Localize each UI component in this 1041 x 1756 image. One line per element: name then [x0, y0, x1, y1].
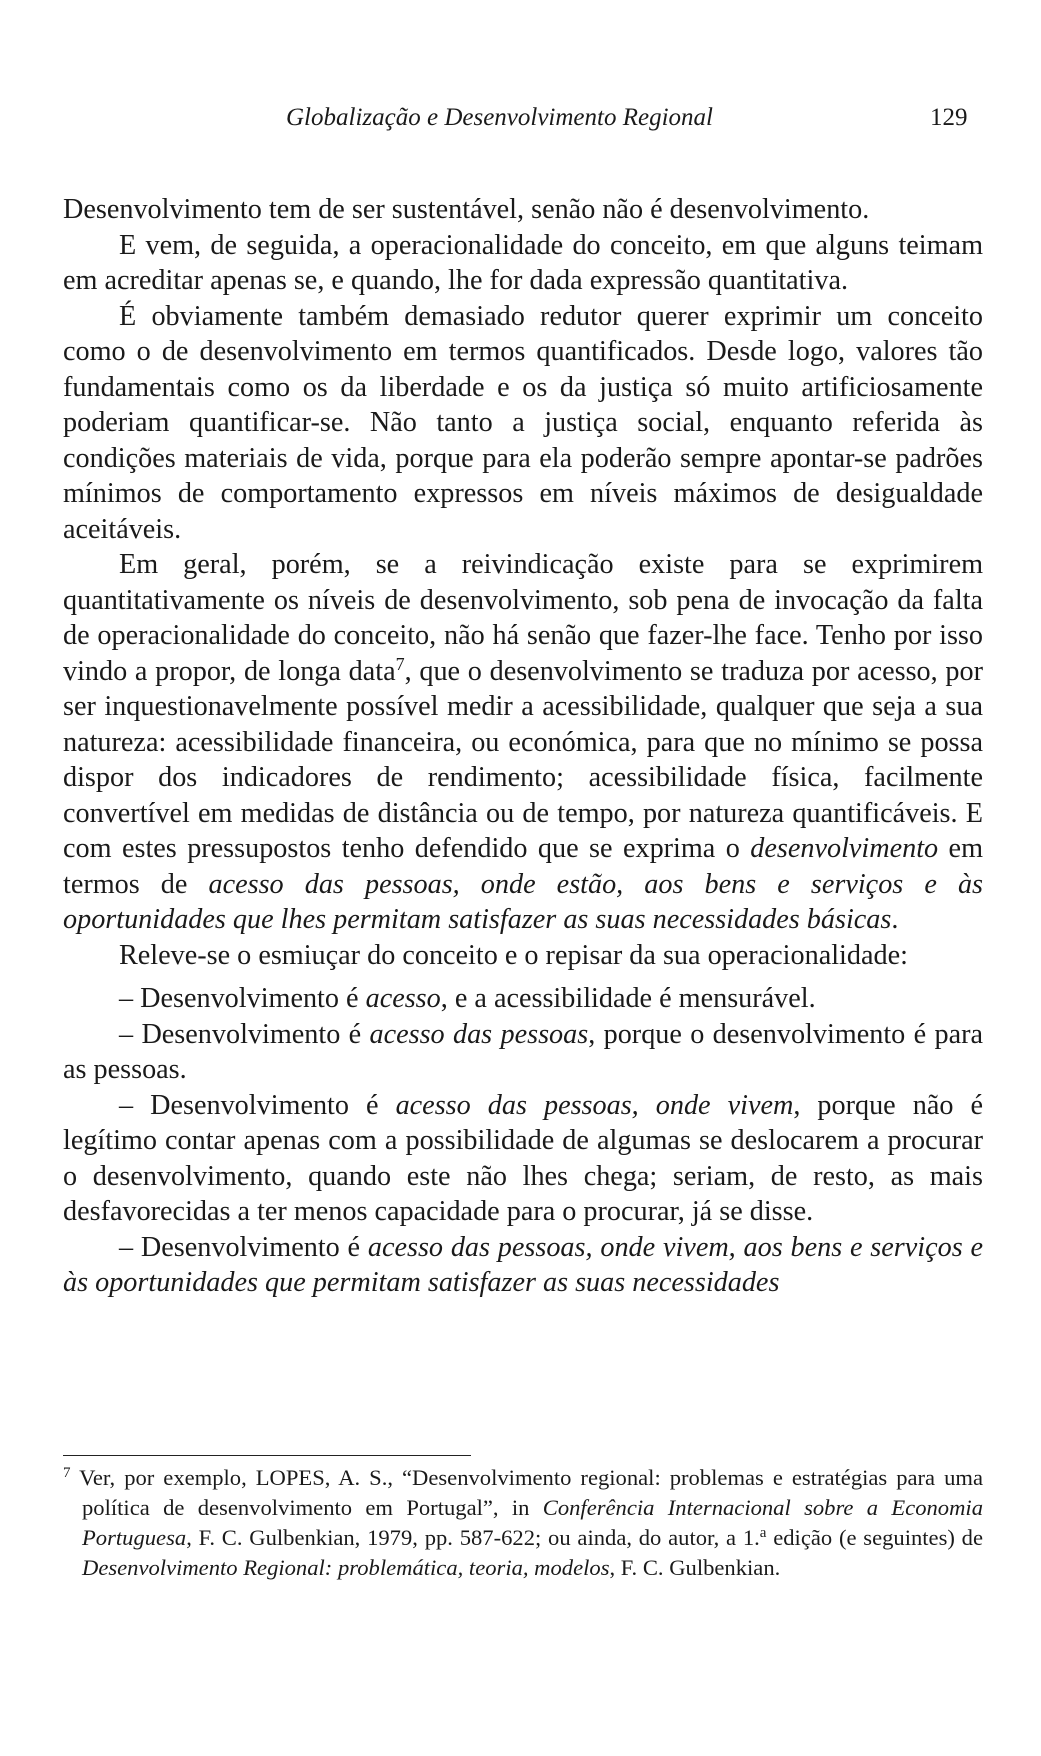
- emphasis: Desenvolvimento Regional: problemática, teoria, modelos: [82, 1555, 610, 1580]
- paragraph: Releve-se o esmiuçar do conceito e o repisar da sua operacionalidade:: [119, 939, 908, 971]
- text-run: , e a acessibilidade é mensurável.: [440, 983, 816, 1014]
- paragraph: E vem, de seguida, a operacionalidade do conceito, em que alguns teimam em acreditar apenas se, e quando, lhe for dada expressão quantitativa.: [63, 229, 983, 296]
- emphasis: desenvolvimento: [750, 833, 939, 864]
- footnote-mark: 7: [63, 1465, 71, 1481]
- emphasis: acesso das pessoas, onde estão, aos bens e serviços e às oportunidades que lhes permitam satisfazer as suas necessidades básicas: [63, 868, 984, 935]
- text-run: – Desenvolvimento é: [119, 1018, 370, 1050]
- emphasis: acesso das pessoas, onde vivem, aos bens e serviços e às oportunidades que permitam satisfazer as suas necessidades: [63, 1231, 983, 1298]
- paragraph: Desenvolvimento tem de ser sustentável, senão não é desenvolvimento.: [63, 194, 870, 225]
- text-run: , F. C. Gulbenkian, 1979, pp. 587-622; ou ainda, do autor, a 1.: [186, 1525, 760, 1550]
- text-run: em termos de: [63, 833, 983, 900]
- text-run: .: [891, 904, 899, 935]
- text-run: , F. C. Gulbenkian.: [609, 1555, 781, 1580]
- text-run: – Desenvolvimento é: [119, 1231, 368, 1263]
- list-item: [63, 1017, 983, 1088]
- footnote: [63, 1463, 983, 1583]
- text-run: Ver, por exemplo, LOPES, A. S., “Desenvolvimento regional: problemas e estratégias para uma política de desenvolvimento em Portugal”, in: [70, 1465, 983, 1520]
- paragraph: [63, 547, 983, 938]
- body-text: [63, 192, 983, 1301]
- footnotes: [63, 1463, 983, 1583]
- text-run: Em geral, porém, se a reivindicação existe para se exprimirem quantitativamente os níveis de desenvolvimento, sob pena de invocação da falta de operacionalidade do conceito, não há senão que fazer-lhe face. Tenho por isso vindo a propor, de longa data: [63, 549, 983, 687]
- emphasis: acesso das pessoas, onde vivem: [395, 1089, 794, 1121]
- emphasis: acesso: [365, 983, 441, 1014]
- page-number: 129: [930, 104, 968, 131]
- list-item: [63, 1088, 983, 1230]
- ordinal-indicator: a: [759, 1525, 767, 1541]
- emphasis: Conferência Internacional sobre a Economia Portuguesa: [82, 1495, 983, 1550]
- footnote-divider: [63, 1455, 471, 1456]
- text-run: , porque não é legítimo contar apenas com a possibilidade de algumas se deslocarem a procurar o desenvolvimento, quando este não lhes chega; seriam, de resto, as mais desfavorecidas a ter menos capacidade para o procurar, já se disse.: [63, 1089, 983, 1227]
- text-run: , que o desenvolvimento se traduza por acesso, por ser inquestionavelmente possível medir a acessibilidade, qualquer que seja a sua natureza: acessibilidade financeira, ou económica, para que no mínimo se possa dispor dos indicadores de rendimento; acessibilidade física, facilmente convertível em medidas de distância ou de tempo, por natureza quantificáveis. E com estes pressupostos tenho defendido que se exprima o: [63, 655, 983, 864]
- text-run: edição (e seguintes) de: [766, 1525, 983, 1550]
- running-title: Globalização e Desenvolvimento Regional: [286, 104, 713, 131]
- footnote-reference: 7: [395, 653, 405, 674]
- list-item: [63, 981, 983, 1017]
- paragraph: É obviamente também demasiado redutor querer exprimir um conceito como o de desenvolvimento em termos quantificados. Desde logo, valores tão fundamentais como os da liberdade e os da justiça só muito artificiosamente poderiam quantificar-se. Não tanto a justiça social, enquanto referida às condições materiais de vida, porque para ela poderão sempre apontar-se padrões mínimos de comportamento expressos em níveis máximos de desigualdade aceitáveis.: [63, 300, 983, 545]
- text-run: , porque o desenvolvimento é para as pessoas.: [63, 1018, 983, 1085]
- list-item: [63, 1230, 983, 1301]
- emphasis: acesso das pessoas: [369, 1018, 589, 1050]
- text-run: – Desenvolvimento é: [119, 1089, 396, 1121]
- text-run: – Desenvolvimento é: [119, 983, 366, 1014]
